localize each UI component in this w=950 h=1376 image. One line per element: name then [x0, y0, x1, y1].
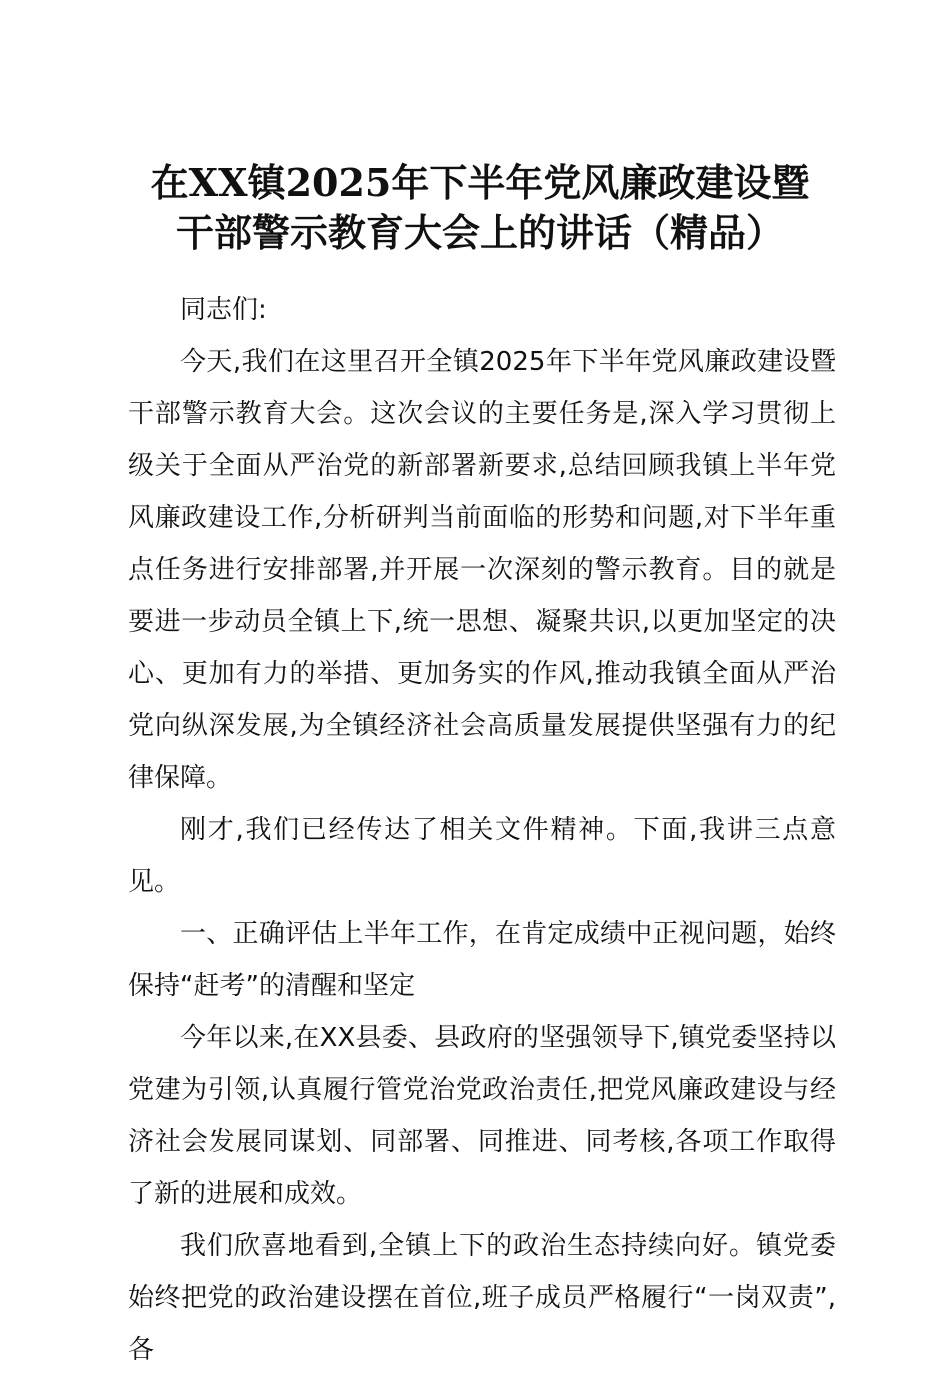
- paragraph-achievements: 今年以来,在XX县委、县政府的坚强领导下,镇党委坚持以党建为引领,认真履行管党治党政治责任,把党风廉政建设与经济社会发展同谋划、同部署、同推进、同考核,各项工作取得了新的进展和成效。: [128, 1023, 836, 1209]
- paragraph-political-ecology: 我们欣喜地看到,全镇上下的政治生态持续向好。镇党委始终把党的政治建设摆在首位,班子成员严格履行“一岗双责”,各: [128, 1231, 836, 1365]
- title-line-1: 在XX镇2025年下半年党风廉政建设暨: [150, 160, 810, 205]
- paragraph-intro: 今天,我们在这里召开全镇2025年下半年党风廉政建设暨干部警示教育大会。这次会议的主要任务是,深入学习贯彻上级关于全面从严治党的新部署新要求,总结回顾我镇上半年党风廉政建设工作,分析研判当前面临的形势和问题,对下半年重点任务进行安排部署,并开展一次深刻的警示教育。目的就是要进一步动员全镇上下,统一思想、凝聚共识,以更加坚定的决心、更加有力的举措、更加务实的作风,推动我镇全面从严治党向纵深发展,为全镇经济社会高质量发展提供坚强有力的纪律保障。: [128, 347, 836, 793]
- greeting: 同志们:: [180, 295, 267, 325]
- document-title: [110, 158, 850, 258]
- paragraph-transition: 刚才,我们已经传达了相关文件精神。下面,我讲三点意见。: [128, 815, 836, 897]
- title-line-2: 干部警示教育大会上的讲话（精品）: [175, 210, 784, 255]
- section-heading-1: 一、正确评估上半年工作，在肯定成绩中正视问题，始终保持“赶考”的清醒和坚定: [128, 919, 836, 1001]
- document-body: [128, 284, 836, 1376]
